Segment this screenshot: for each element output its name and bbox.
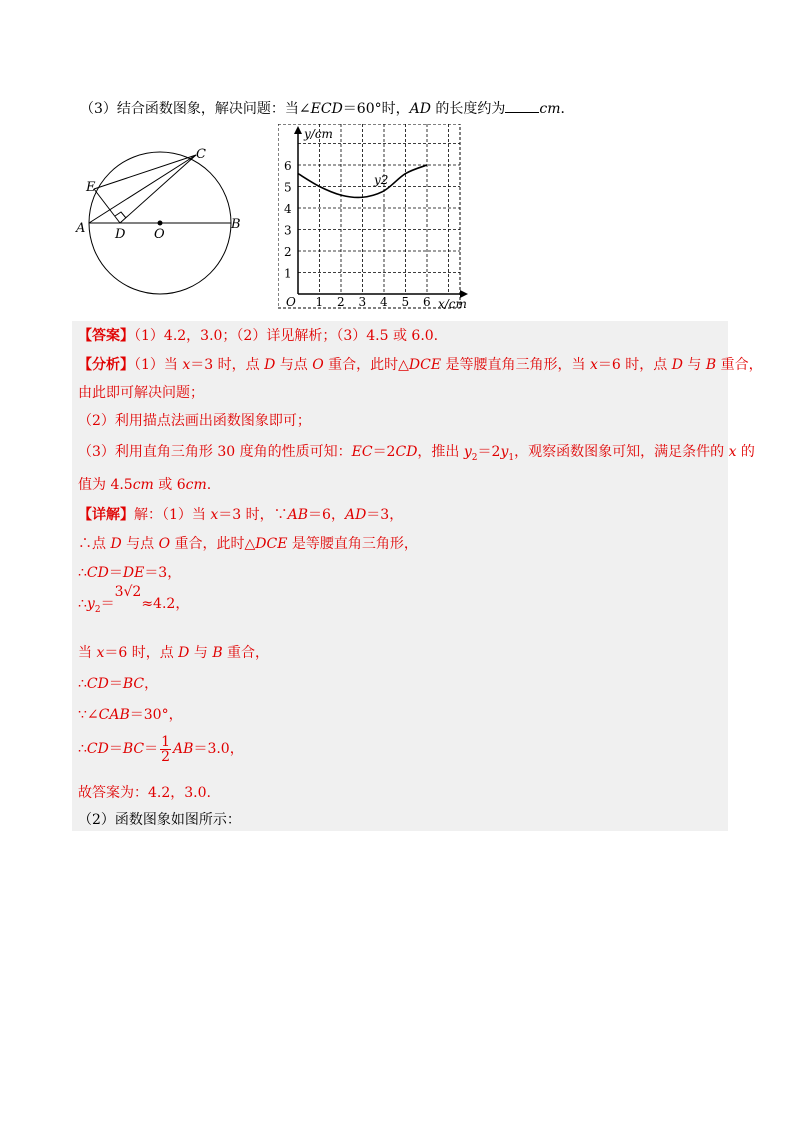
label-a: A (76, 221, 86, 236)
t: 由此即可解决问题； (78, 385, 204, 401)
t: B (705, 357, 717, 373)
q3-text-a: （3）结合函数图象，解决问题：当∠ (80, 101, 311, 117)
t: AB (173, 741, 194, 757)
q3-text-d: ． (560, 101, 575, 117)
q3-unit: cm (539, 101, 561, 117)
detail-line-10 (78, 809, 241, 831)
t: 与点 (121, 536, 159, 552)
t: y (463, 444, 472, 460)
detail-line-5 (78, 642, 269, 664)
t: DCE (408, 357, 442, 373)
graph-frame (278, 124, 460, 308)
t: AD (344, 507, 367, 523)
t: ＝3， (366, 507, 404, 523)
t: 是等腰直角三角形， (287, 536, 418, 552)
t: ＝ (108, 565, 123, 581)
t: B (212, 645, 223, 661)
t: BC (122, 741, 145, 757)
t: 值为 4.5 (78, 477, 133, 493)
grid (298, 124, 460, 294)
x-axis-label: x/cm (438, 297, 467, 310)
analysis-line-1-cont (78, 382, 204, 404)
t: ＝3 时，点 (190, 357, 265, 373)
t: 的 (736, 444, 755, 460)
t: 2 (94, 604, 101, 615)
t: ∴ (78, 676, 87, 692)
x-tick: 1 (315, 295, 324, 309)
t: D (264, 357, 276, 373)
t: D (178, 645, 190, 661)
q3-ecd: ECD (310, 101, 343, 117)
t: ＝6 时，点 (597, 357, 672, 373)
t: cm (185, 477, 207, 493)
t: ，推出 (417, 444, 464, 460)
label-e: E (86, 180, 96, 195)
t: DCE (255, 536, 288, 552)
t: ∴点 (78, 536, 111, 552)
y-tick: 4 (284, 202, 292, 216)
t: ，观察函数图象可知，满足条件的 (514, 444, 729, 460)
t: 与点 (275, 357, 313, 373)
fraction-denominator: 2 (161, 748, 171, 765)
t: CD (86, 676, 109, 692)
t: ＝3 时，∵ (218, 507, 288, 523)
x-tick: 6 (423, 295, 431, 309)
t: 2 (471, 452, 478, 463)
t: 重合， (222, 645, 270, 661)
radical-expression: 3√2 (114, 584, 142, 600)
t: ＝ (108, 676, 123, 692)
function-graph (278, 124, 473, 310)
t: 故答案为：4.2，3.0. (78, 785, 211, 801)
center-dot (158, 221, 163, 226)
segment-ac (89, 155, 196, 223)
t: CD (86, 741, 109, 757)
t: ≈4.2， (141, 596, 190, 612)
t: x (182, 357, 191, 373)
t: ＝6， (308, 507, 345, 523)
t: AB (287, 507, 309, 523)
t: 与 (189, 645, 213, 661)
t: DE (122, 565, 145, 581)
t: 重合， (716, 357, 763, 373)
t: ＝3.0， (193, 741, 244, 757)
t: ， (144, 676, 159, 692)
analysis-line-1 (78, 354, 763, 376)
answer-label: 【答案】 (78, 328, 134, 344)
curve-label: y2 (374, 173, 389, 187)
label-c: C (196, 147, 206, 162)
t: D (110, 536, 122, 552)
t: 或 6 (153, 477, 186, 493)
t: ∴ (78, 565, 87, 581)
t: x (728, 444, 737, 460)
fraction-half (160, 735, 171, 764)
t: O (312, 357, 324, 373)
t: y (500, 444, 509, 460)
t: ∵∠ (78, 707, 99, 723)
t: （2）函数图象如图所示： (78, 812, 241, 828)
label-o: O (154, 227, 165, 242)
label-b: B (231, 217, 241, 232)
t: EC (351, 444, 373, 460)
t: ＝2 (372, 444, 396, 460)
t: BC (122, 676, 145, 692)
segment-ec (94, 155, 196, 189)
t: CAB (98, 707, 130, 723)
t: x (96, 645, 105, 661)
t: ＝ (108, 741, 123, 757)
q3-text-b: ＝60°时， (342, 101, 410, 117)
t: 重合，此时△ (170, 536, 256, 552)
label-d: D (115, 227, 126, 242)
t: ＝ (144, 741, 159, 757)
t: （2）利用描点法画出函数图象即可； (78, 413, 311, 429)
t: ＝2 (477, 444, 501, 460)
t: 是等腰直角三角形，当 (441, 357, 590, 373)
t: ∴ (78, 741, 87, 757)
t: O (158, 536, 171, 552)
y-tick: 1 (284, 266, 292, 281)
x-tick: 3 (358, 295, 367, 309)
t: 解：（1）当 (134, 507, 211, 523)
y-tick-labels (284, 159, 292, 281)
analysis-line-2 (78, 410, 311, 432)
y-tick: 6 (284, 159, 292, 173)
x-tick-labels (316, 295, 431, 309)
solution-panel (72, 321, 763, 831)
t: ∴ (78, 596, 87, 612)
answer-line (78, 325, 438, 347)
x-tick: 4 (380, 295, 388, 309)
t: D (671, 357, 683, 373)
origin-label: O (286, 295, 296, 309)
y-axis-arrow (294, 126, 302, 134)
q3-text-c: 的长度约为 (430, 101, 506, 117)
t: ＝3， (144, 565, 182, 581)
detail-line-3 (78, 562, 181, 584)
y-axis-label: y/cm (304, 127, 333, 141)
t: ＝ (100, 596, 115, 612)
x-tick: 2 (337, 295, 345, 309)
q3-ad: AD (409, 101, 431, 117)
t: 与 (682, 357, 706, 373)
t: ＝30°， (129, 707, 183, 723)
analysis-line-3-cont (78, 474, 211, 496)
detail-line-8 (78, 734, 244, 764)
t: cm (132, 477, 154, 493)
t: x (589, 357, 598, 373)
detail-line-9 (78, 782, 211, 804)
detail-line-6 (78, 673, 158, 695)
t: 1 (508, 452, 515, 463)
detail-line-7 (78, 704, 183, 726)
t: （3）利用直角三角形 30 度角的性质可知： (78, 444, 352, 460)
x-tick: 5 (401, 295, 410, 309)
t: 重合，此时△ (323, 357, 409, 373)
fraction-numerator: 1 (161, 733, 171, 750)
t: 当 (78, 645, 97, 661)
answer-blank (505, 98, 539, 113)
right-angle-mark (115, 212, 126, 218)
segment-dc (120, 155, 196, 223)
t: （1）当 (134, 357, 183, 373)
detail-line-1 (78, 504, 403, 526)
detail-label: 【详解】 (78, 507, 134, 523)
analysis-line-3 (78, 441, 755, 469)
analysis-label: 【分析】 (78, 357, 134, 373)
t: y (86, 596, 95, 612)
y-tick: 5 (284, 180, 292, 195)
answer-text: （1）4.2，3.0；（2）详见解析；（3）4.5 或 6.0. (134, 328, 439, 344)
t: CD (395, 444, 418, 460)
y-tick: 2 (284, 245, 292, 259)
y-tick: 3 (284, 223, 292, 238)
t: CD (86, 565, 109, 581)
question-part3 (80, 98, 575, 120)
t: x (210, 507, 219, 523)
t: ＝6 时，点 (104, 645, 179, 661)
detail-line-2 (78, 533, 418, 555)
circle-figure (72, 138, 252, 308)
t: . (206, 477, 212, 493)
detail-line-4 (78, 584, 190, 621)
